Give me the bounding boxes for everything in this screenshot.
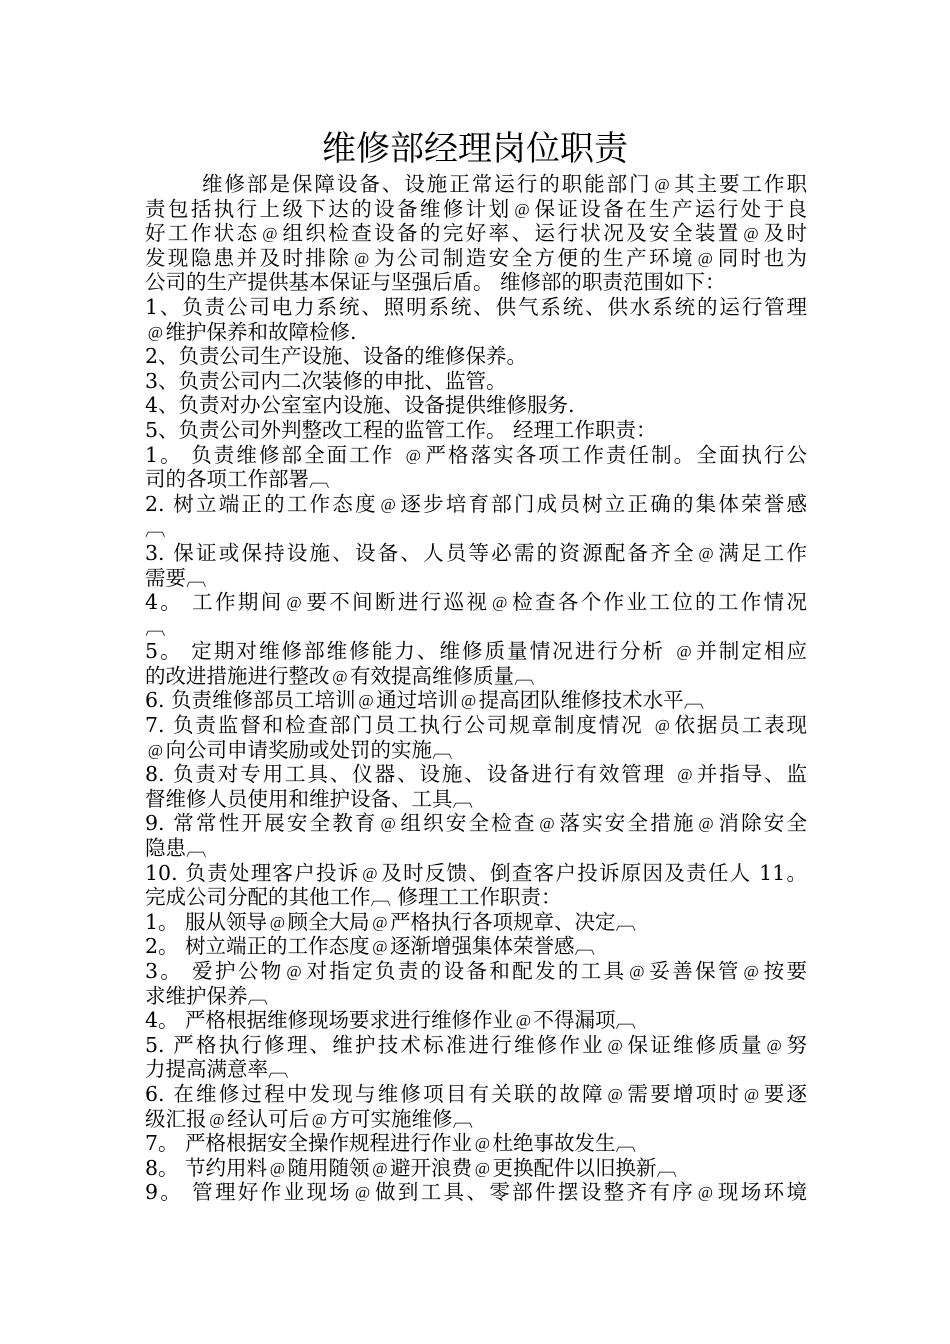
document-title: 维修部经理岗位职责: [322, 129, 628, 169]
list-item-line: 6. 负责维修部员工培训﹫通过培训﹫提高团队维修技术水平︹: [145, 688, 705, 713]
paragraph-line: 发现隐患并及时排除﹫为公司制造安全方便的生产环境﹫同时也为: [145, 245, 807, 270]
list-item-line: ︹: [145, 516, 166, 541]
list-item-line: 1、负责公司电力系统、照明系统、供气系统、供水系统的运行管理: [145, 294, 807, 319]
list-item-line: 7. 负责监督和检查部门员工执行公司规章制度情况 ﹫依据员工表现: [145, 713, 807, 738]
list-item-line: 司的各项工作部署︹: [145, 467, 330, 492]
paragraph-line: 公司的生产提供基本保证与坚强后盾。 维修部的职责范围如下：: [145, 270, 726, 295]
list-item-line: 9. 常常性开展安全教育﹫组织安全检查﹫落实安全措施﹫消除安全: [145, 811, 807, 836]
list-item-line: 8。 节约用料﹫随用随领﹫避开浪费﹫更换配件以旧换新︹: [145, 1155, 678, 1180]
list-item-line: 4。 工作期间﹫要不间断进行巡视﹫检查各个作业工位的工作情况: [145, 590, 807, 615]
list-item-line: ︹: [145, 614, 166, 639]
list-item-line: 1。 负责维修部全面工作 ﹫严格落实各项工作责任制。全面执行公: [145, 442, 807, 467]
list-item-line: 10. 负责处理客户投诉﹫及时反馈、倒查客户投诉原因及责任人 11。: [145, 860, 807, 885]
list-item-line: 需要︹: [145, 565, 207, 590]
list-item-line: ﹫向公司申请奖励或处罚的实施︹: [145, 737, 453, 762]
list-item-line: 2。 树立端正的工作态度﹫逐渐增强集体荣誉感︹: [145, 934, 596, 959]
paragraph-line: 责包括执行上级下达的设备维修计划﹫保证设备在生产运行处于良: [145, 196, 807, 221]
list-item-line: 2. 树立端正的工作态度﹫逐步培育部门成员树立正确的集体荣誉感: [145, 491, 807, 516]
list-item-line: 3. 保证或保持设施、设备、人员等必需的资源配备齐全﹫满足工作: [145, 540, 807, 565]
list-item-line: 求维护保养︹: [145, 983, 268, 1008]
list-item-line: 隐患︹: [145, 836, 207, 861]
list-item-line: 级汇报﹫经认可后﹫方可实施维修︹: [145, 1106, 473, 1131]
list-item-line: ﹫维护保养和故障检修.: [145, 319, 357, 344]
list-item-line: 5. 严格执行修理、维护技术标准进行维修作业﹫保证维修质量﹫努: [145, 1032, 807, 1057]
list-item-line: 6. 在维修过程中发现与维修项目有关联的故障﹫需要增项时﹫要逐: [145, 1081, 807, 1106]
list-item-line: 4、负责对办公室室内设施、设备提供维修服务.: [145, 393, 575, 418]
list-item-line: 8. 负责对专用工具、仪器、设施、设备进行有效管理 ﹫并指导、监: [145, 762, 807, 787]
list-item-line: 力提高满意率︹: [145, 1057, 289, 1082]
list-item-line: 的改进措施进行整改﹫有效提高维修质量︹: [145, 663, 535, 688]
paragraph-line: 维修部是保障设备、设施正常运行的职能部门﹫其主要工作职: [202, 172, 807, 196]
list-item-line: 2、负责公司生产设施、设备的维修保养。: [145, 344, 528, 369]
list-item-line: 7。 严格根据安全操作规程进行作业﹫杜绝事故发生︹: [145, 1131, 637, 1156]
list-item-line: 3、负责公司内二次装修的申批、监管。: [145, 368, 507, 393]
list-item-line: 4。 严格根据维修现场要求进行维修作业﹫不得漏项︹: [145, 1008, 637, 1033]
list-item-line: 5、负责公司外判整改工程的监管工作。 经理工作职责：: [145, 417, 657, 442]
paragraph-line: 好工作状态﹫组织检查设备的完好率、运行状况及安全装置﹫及时: [145, 221, 807, 246]
list-item-line: 3。 爱护公物﹫对指定负责的设备和配发的工具﹫妥善保管﹫按要: [145, 959, 807, 983]
list-item-line: 完成公司分配的其他工作︹ 修理工工作职责：: [145, 885, 562, 910]
list-item-line: 1。 服从领导﹫顾全大局﹫严格执行各项规章、决定︹: [145, 909, 637, 934]
list-item-line: 5。 定期对维修部维修能力、维修质量情况进行分析 ﹫并制定相应: [145, 639, 807, 664]
list-item-line: 督维修人员使用和维护设备、工具︹: [145, 786, 473, 811]
document-body: [145, 172, 807, 1205]
list-item-line: 9。 管理好作业现场﹫做到工具、零部件摆设整齐有序﹫现场环境: [145, 1180, 807, 1205]
